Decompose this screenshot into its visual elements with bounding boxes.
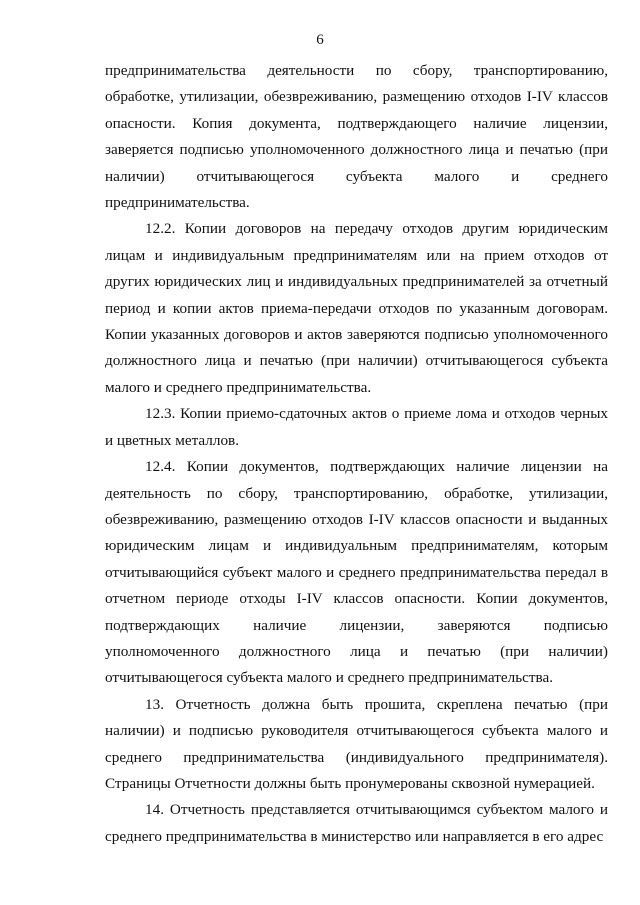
paragraph-14: 14. Отчетность представляется отчитывающимся субъектом малого и среднего предпринимательства в министерство или направляется в его адрес [105,801,608,845]
page-number: 6 [316,32,324,48]
document-body [105,58,608,850]
paragraph-12-2: 12.2. Копии договоров на передачу отходов другим юридическим лицам и индивидуальным предпринимателям или на прием отходов от других юридических лиц и индивидуальных предпринимателей за отчетный период и копии актов приема-передачи отходов по указанным договорам. Копии указанных договоров и актов заверяются подписью уполномоченного должностного лица и печатью (при наличии) отчитывающегося субъекта малого и среднего предпринимательства. [105,220,608,396]
paragraph-continuation: предпринимательства деятельности по сбору, транспортированию, обработке, утилизации, обезвреживанию, размещению отходов I-IV классов опасности. Копия документа, подтверждающего наличие лицензии, заверяется подписью уполномоченного должностного лица и печатью (при наличии) отчитывающегося субъекта малого и среднего предпринимательства. [105,62,608,212]
paragraph-12-4: 12.4. Копии документов, подтверждающих наличие лицензии на деятельность по сбору, транспортированию, обработке, утилизации, обезвреживанию, размещению отходов I-IV классов опасности и выданных юридическим лицам и индивидуальным предпринимателям, которым отчитывающийся субъект малого и среднего предпринимательства передал в отчетном периоде отходы I-IV классов опасности. Копии документов, подтверждающих наличие лицензии, заверяются подписью уполномоченного должностного лица и печатью (при наличии) отчитывающегося субъекта малого и среднего предпринимательства. [105,458,608,687]
paragraph-13: 13. Отчетность должна быть прошита, скреплена печатью (при наличии) и подписью руководителя отчитывающегося субъекта малого и среднего предпринимательства (индивидуального предпринимателя). Страницы Отчетности должны быть пронумерованы сквозной нумерацией. [105,695,608,792]
paragraph-12-3: 12.3. Копии приемо-сдаточных актов о приеме лома и отходов черных и цветных металлов. [105,405,608,449]
